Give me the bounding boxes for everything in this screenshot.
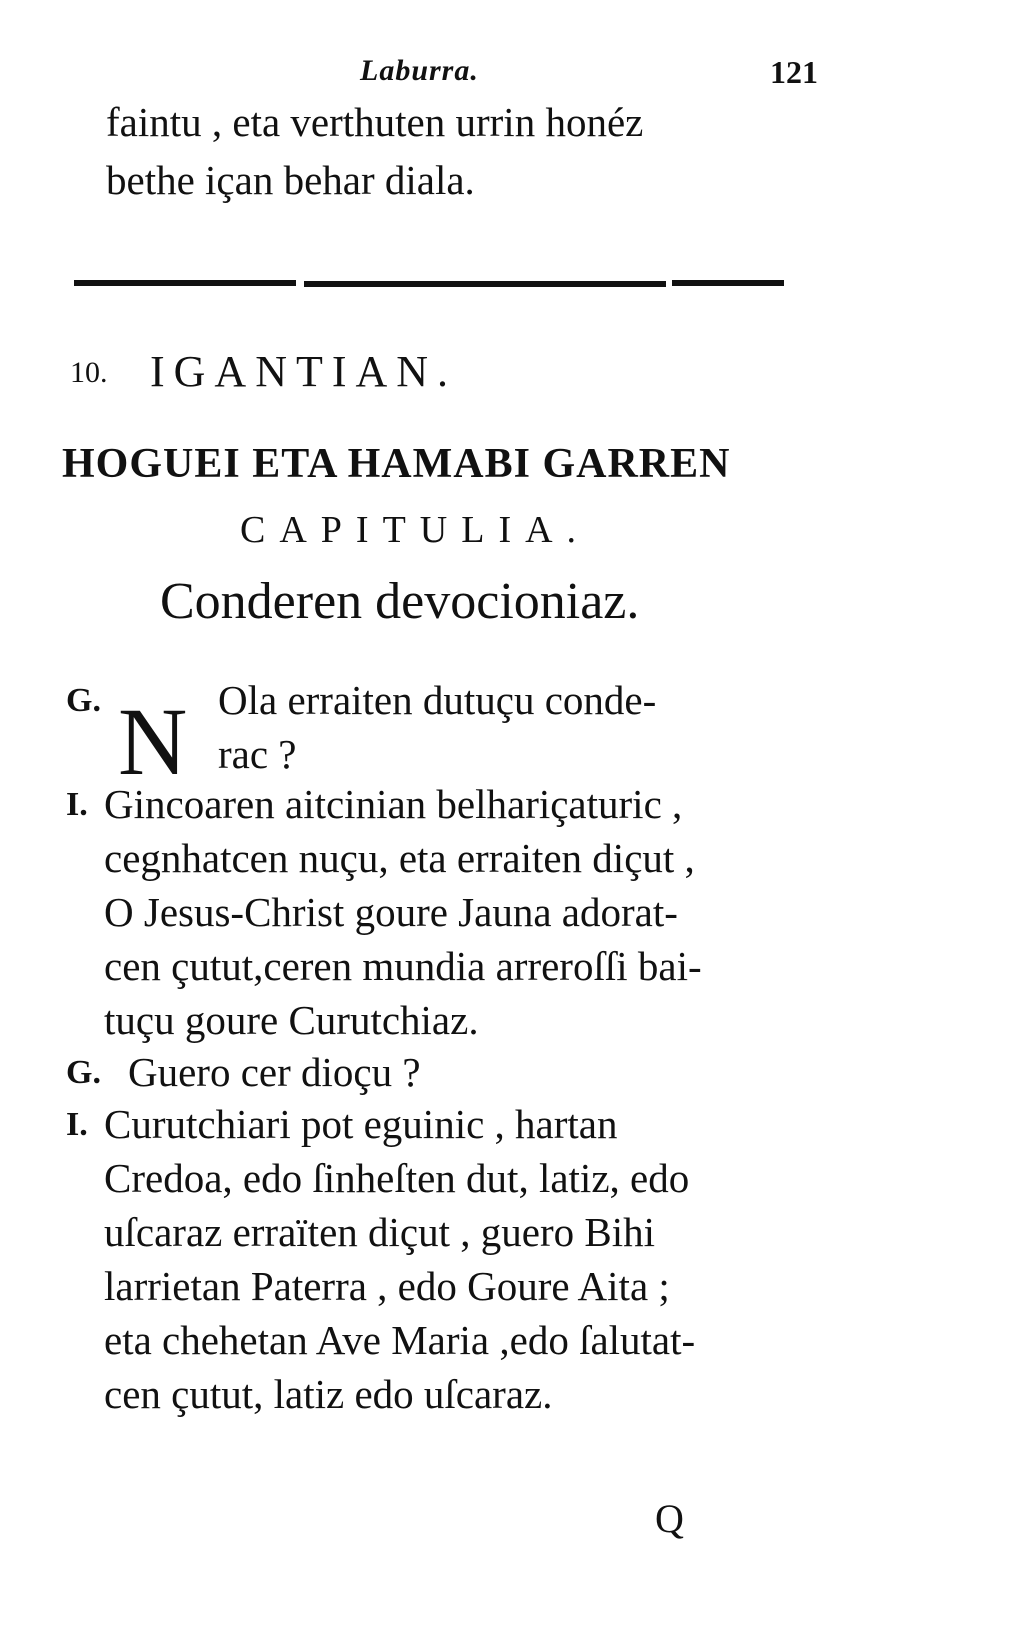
section-title: IGANTIAN. [150, 347, 458, 396]
answer-1-line-4: cen çutut,ceren mundia arreroſſi bai- [104, 943, 702, 989]
opening-line-1-text: faintu , eta verthuten urrin honéz [106, 99, 644, 145]
opening-line-2 [106, 157, 475, 203]
answer-1-line-1: Gincoaren aitcinian belhariçaturic , [104, 781, 683, 827]
opening-line-1 [106, 99, 782, 145]
opening-line-2-text: bethe içan behar diala. [106, 157, 475, 203]
ornamental-rule-segment-1 [74, 280, 296, 286]
answer-2-line-1: Curutchiari pot eguinic , hartan [104, 1101, 618, 1147]
answer-2-line-3: uſcaraz erraïten diçut , guero Bihi [104, 1209, 655, 1255]
capitulia-heading: CAPITULIA. [240, 509, 591, 551]
ornamental-rule-segment-3 [672, 280, 784, 286]
page-number: 121 [770, 54, 818, 90]
question-2-line: Guero cer dioçu ? [128, 1049, 421, 1095]
subtitle: Conderen devocioniaz. [160, 573, 640, 630]
answer-2-line-4: larrietan Paterra , edo Goure Aita ; [104, 1263, 670, 1309]
question-marker: G. [66, 682, 101, 719]
ornamental-rule-segment-2 [304, 281, 666, 287]
section-number: 10. [70, 356, 108, 389]
question-1-line-1: Ola erraiten dutuçu conde- [218, 677, 657, 723]
answer-1-line-5: tuçu goure Curutchiaz. [104, 997, 479, 1043]
answer-2-line-5: eta chehetan Ave Maria ,edo ſalutat- [104, 1317, 696, 1363]
answer-marker: I. [66, 1106, 88, 1143]
answer-2-line-2: Credoa, edo ſinheſten dut, latiz, edo [104, 1155, 690, 1201]
drop-cap: N [118, 688, 188, 795]
answer-2-line-6: cen çutut, latiz edo uſcaraz. [104, 1371, 553, 1417]
answer-marker: I. [66, 786, 88, 823]
catchword: Q [655, 1496, 684, 1541]
chapter-title: HOGUEI ETA HAMABI GARREN [62, 441, 731, 487]
running-head: Laburra. [360, 54, 479, 87]
question-marker: G. [66, 1054, 101, 1091]
answer-1-line-3: O Jesus-Christ goure Jauna adorat- [104, 889, 678, 935]
question-1-line-2: rac ? [218, 731, 297, 777]
answer-1-line-2: cegnhatcen nuçu, eta erraiten diçut , [104, 835, 695, 881]
